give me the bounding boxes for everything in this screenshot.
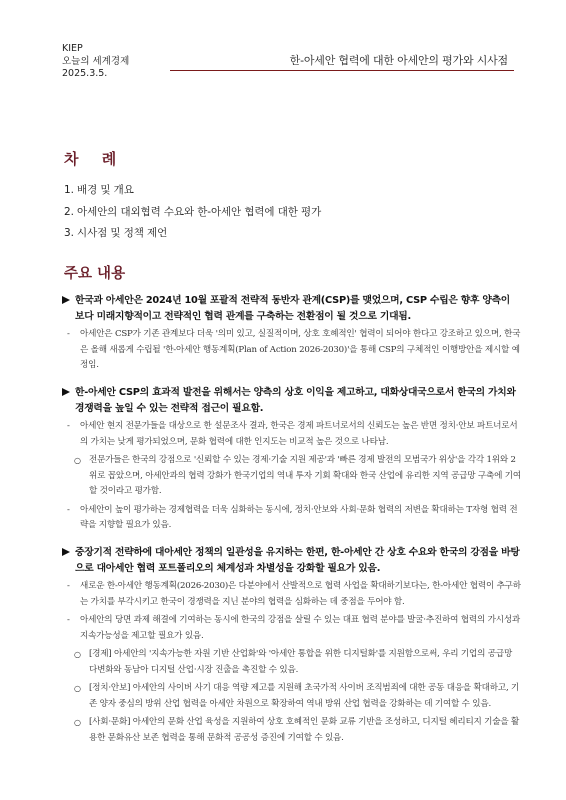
dash-marker: - bbox=[67, 329, 70, 339]
dash-marker: - bbox=[67, 581, 70, 591]
circle-item: ○ [경제] 아세안의 '지속가능한 자원 기반 산업화'와 '아세안 통합을 위한 디지털화'를 지원함으로써, 우리 기업의 공급망 다변화와 동남아 디지털 산업·시장 진출을 촉진할 수 있음. bbox=[74, 649, 513, 675]
series-name: 오늘의 세계경제 bbox=[62, 55, 130, 67]
header-rule bbox=[170, 70, 514, 71]
triangle-bullet-icon bbox=[62, 296, 70, 304]
report-meta bbox=[62, 43, 129, 81]
dash-item: - 아세안이 높이 평가하는 경제협력을 더욱 심화하는 동시에, 정치·안보와 사회·문화 협력의 저변을 확대하는 T자형 협력 전략을 지향할 필요가 있음. bbox=[67, 504, 518, 530]
section-heading: 중장기적 전략하에 대아세안 정책의 일관성을 유지하는 한편, 한-아세안 간 상호 수요와 한국의 강점을 바탕으로 대아세안 협력 포트폴리오의 체계성과 차별성을 강화할 필요가 있음. bbox=[62, 545, 522, 576]
summary-section-3 bbox=[62, 545, 522, 746]
triangle-bullet-icon bbox=[62, 388, 70, 396]
circle-bullet-icon: ○ bbox=[74, 650, 81, 659]
summary-title: 주요 내용 bbox=[64, 266, 126, 282]
dash-item: - 아세안의 당면 과제 해결에 기여하는 동시에 한국의 강점을 살릴 수 있는 대표 협력 분야를 발굴·추진하여 협력의 가시성과 지속가능성을 제고할 필요가 있음. bbox=[67, 615, 521, 641]
dash-marker: - bbox=[67, 421, 70, 431]
circle-item: ○ [사회·문화] 아세안의 문화 산업 육성을 지원하여 상호 호혜적인 문화 교류 기반을 조성하고, 디지털 헤리티지 기술을 활용한 문화유산 보존 협력을 통해 문화적 공공성 증진에 기여할 수 있음. bbox=[74, 717, 520, 743]
dash-item: - 아세안 현지 전문가들을 대상으로 한 설문조사 결과, 한국은 경제 파트너로서의 신뢰도는 높은 반면 정치·안보 파트너로서의 가치는 낮게 평가되었으며, 문화 협력에 대한 인지도는 비교적 높은 것으로 나타남. bbox=[67, 421, 518, 447]
dash-item: - 아세안은 CSP가 기존 관계보다 더욱 '의미 있고, 실질적이며, 상호 호혜적인' 협력이 되어야 한다고 강조하고 있으며, 한국은 올해 새롭게 수립될 '한-아세안 행동계획(Plan of Action 2026-2030)'을 통해 CSP의 구체적인 이행방안을 제시할 예정임. bbox=[67, 329, 521, 370]
circle-bullet-icon: ○ bbox=[74, 718, 81, 727]
toc-list bbox=[64, 180, 321, 245]
section-heading: 한국과 아세안은 2024년 10월 포괄적 전략적 동반자 관계(CSP)를 맺었으며, CSP 수립은 향후 양측이 보다 미래지향적이고 전략적인 협력 관계를 구축하는 전환점이 될 것으로 기대됨. bbox=[62, 293, 522, 324]
toc-item: 2. 아세안의 대외협력 수요와 한-아세안 협력에 대한 평가 bbox=[64, 205, 322, 218]
circle-item: ○ [정치·안보] 아세안의 사이버 사기 대응 역량 제고를 지원해 초국가적 사이버 조직범죄에 대한 공동 대응을 확대하고, 기존 양자 중심의 방위 산업 협력을 아세안 차원으로 확장하여 역내 방위 산업 협력을 강화하는 데 기여할 수 있음. bbox=[74, 683, 520, 709]
toc-item: 3. 시사점 및 정책 제언 bbox=[64, 227, 168, 239]
section-heading: 한-아세안 CSP의 효과적 발전을 위해서는 양측의 상호 이익을 제고하고, 대화상대국으로서 한국의 가치와 경쟁력을 높일 수 있는 전략적 접근이 필요함. bbox=[62, 385, 522, 416]
triangle-bullet-icon bbox=[62, 548, 70, 556]
summary-section-1 bbox=[62, 293, 522, 374]
doc-title: 한-아세안 협력에 대한 아세안의 평가와 시사점 bbox=[289, 54, 508, 67]
dash-marker: - bbox=[67, 615, 70, 625]
dash-item: - 새로운 한-아세안 행동계획(2026-2030)은 다분야에서 산발적으로 협력 사업을 확대하기보다는, 한-아세안 협력이 추구하는 가치를 부각시키고 한국이 경쟁력을 지닌 분야의 협력을 심화하는 데 중점을 두어야 함. bbox=[67, 581, 521, 607]
toc-item: 1. 배경 및 개요 bbox=[64, 184, 134, 196]
circle-item: ○ 전문가들은 한국의 강점으로 '신뢰할 수 있는 경제·기술 지원 제공'과 '빠른 경제 발전의 모범국가 위상'을 각각 1위와 2위로 꼽았으며, 아세안과의 협력 강화가 한국기업의 역내 투자 기회 확대와 한국 산업에 유리한 지역 공급망 구축에 기여할 것이라고 평가함. bbox=[74, 455, 521, 496]
dash-marker: - bbox=[67, 504, 70, 515]
summary-section-2 bbox=[62, 385, 522, 534]
circle-bullet-icon: ○ bbox=[74, 456, 81, 465]
org-name: KIEP bbox=[62, 43, 83, 54]
circle-bullet-icon: ○ bbox=[74, 684, 81, 693]
toc-title: 차 례 bbox=[64, 150, 126, 168]
publish-date: 2025.3.5. bbox=[62, 68, 108, 79]
